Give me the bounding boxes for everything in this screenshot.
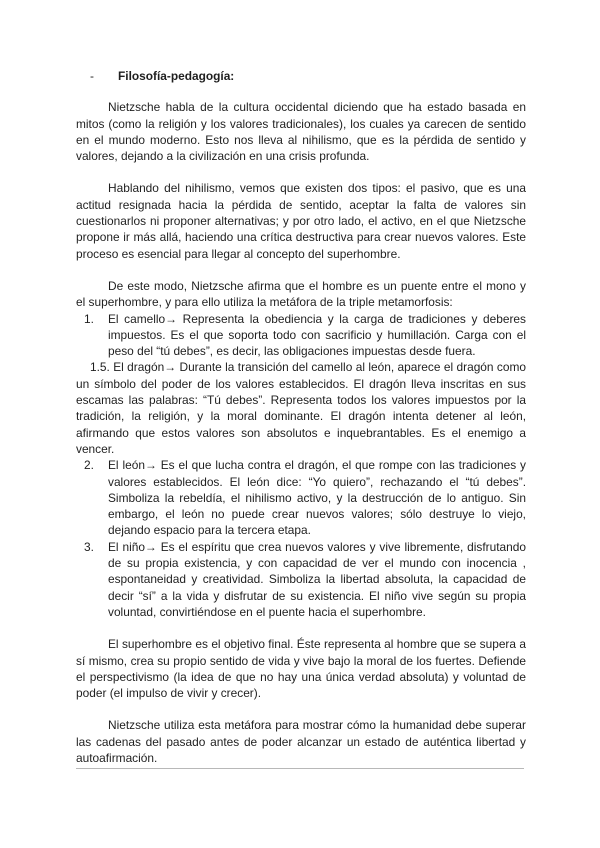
paragraph-4: El superhombre es el objetivo final. Éste representa al hombre que se supera a sí mismo, crea su propio sentido de vida y vive bajo la moral de los fuertes. Defiende el perspectivismo (la idea de que no hay una única verdad absoluta) y voluntad de poder (el impulso de vivir y crecer).	[76, 637, 526, 701]
metamorphosis-list	[76, 311, 526, 621]
list-number: 2.	[84, 458, 94, 473]
list-item-camel	[76, 311, 526, 360]
list-item-dragon: 1.5. El dragón→ Durante la transición del camello al león, aparece el dragón como un símbolo del poder de los valores establecidos. El dragón lleva inscritas en sus escamas las palabras: “Tú debes”. Representa todos los valores impuestos por la tradición, la religión, y la moral dominante. El dragón intenta detener al león, afirmando que estos valores son absolutos e inquebrantables. Es el enemigo a vencer.	[76, 360, 526, 456]
list-item-lion	[76, 457, 526, 538]
list-item-text: El camello→ Representa la obediencia y la carga de tradiciones y deberes impuestos. Es el que soporta todo con sacrificio y humillación. Carga con el peso del “tú debes”, es decir, las obligaciones impuestas desde fuera.	[108, 311, 526, 359]
list-number: 3.	[84, 539, 94, 554]
paragraph-3: De este modo, Nietzsche afirma que el hombre es un puente entre el mono y el superhombre, y para ello utiliza la metáfora de la triple metamorfosis:	[76, 278, 526, 310]
section-heading	[76, 68, 526, 84]
list-item-text: El león→ Es el que lucha contra el dragón, el que rompe con las tradiciones y valores establecidos. El león dice: “Yo quiero”, rechazando el “tú debes”. Simboliza la rebeldía, el nihilismo activo, y la destrucción de lo antiguo. Sin embargo, el león no puede crear nuevos valores; sólo destruye lo viejo, dejando espacio para la tercera etapa.	[108, 458, 526, 538]
list-item-text: El niño→ Es el espíritu que crea nuevos valores y vive libremente, disfrutando de su propia existencia, y con capacidad de ver el mundo con inocencia , espontaneidad y creatividad. Simboliza la libertad absoluta, la capacidad de decir “sí” a la vida y disfrutar de su existencia. El niño vive según su propia voluntad, convirtiéndose en el puente hacia el superhombre.	[108, 539, 526, 619]
heading-bullet: -	[90, 69, 94, 83]
document-page	[76, 68, 526, 782]
horizontal-rule	[76, 768, 524, 769]
paragraph-5: Nietzsche utiliza esta metáfora para mostrar cómo la humanidad debe superar las cadenas del pasado antes de poder alcanzar un estado de auténtica libertad y autoafirmación.	[76, 718, 526, 765]
paragraph-1: Nietzsche habla de la cultura occidental diciendo que ha estado basada en mitos (como la religión y los valores tradicionales), los cuales ya carecen de sentido en el mundo moderno. Esto nos lleva al nihilismo, que es la pérdida de sentido y valores, dejando a la civilización en una crisis profunda.	[76, 100, 526, 164]
section-title: Filosofía-pedagogía:	[118, 69, 235, 83]
list-number: 1.	[84, 311, 94, 326]
list-item-child	[76, 539, 526, 620]
paragraph-2: Hablando del nihilismo, vemos que existen dos tipos: el pasivo, que es una actitud resignada hacia la pérdida de sentido, aceptar la falta de valores sin cuestionarlos ni proponer alternativas; y por otro lado, el activo, en el que Nietzsche propone ir más allá, haciendo una crítica destructiva para crear nuevos valores. Este proceso es esencial para llegar al concepto del superhombre.	[76, 181, 526, 261]
